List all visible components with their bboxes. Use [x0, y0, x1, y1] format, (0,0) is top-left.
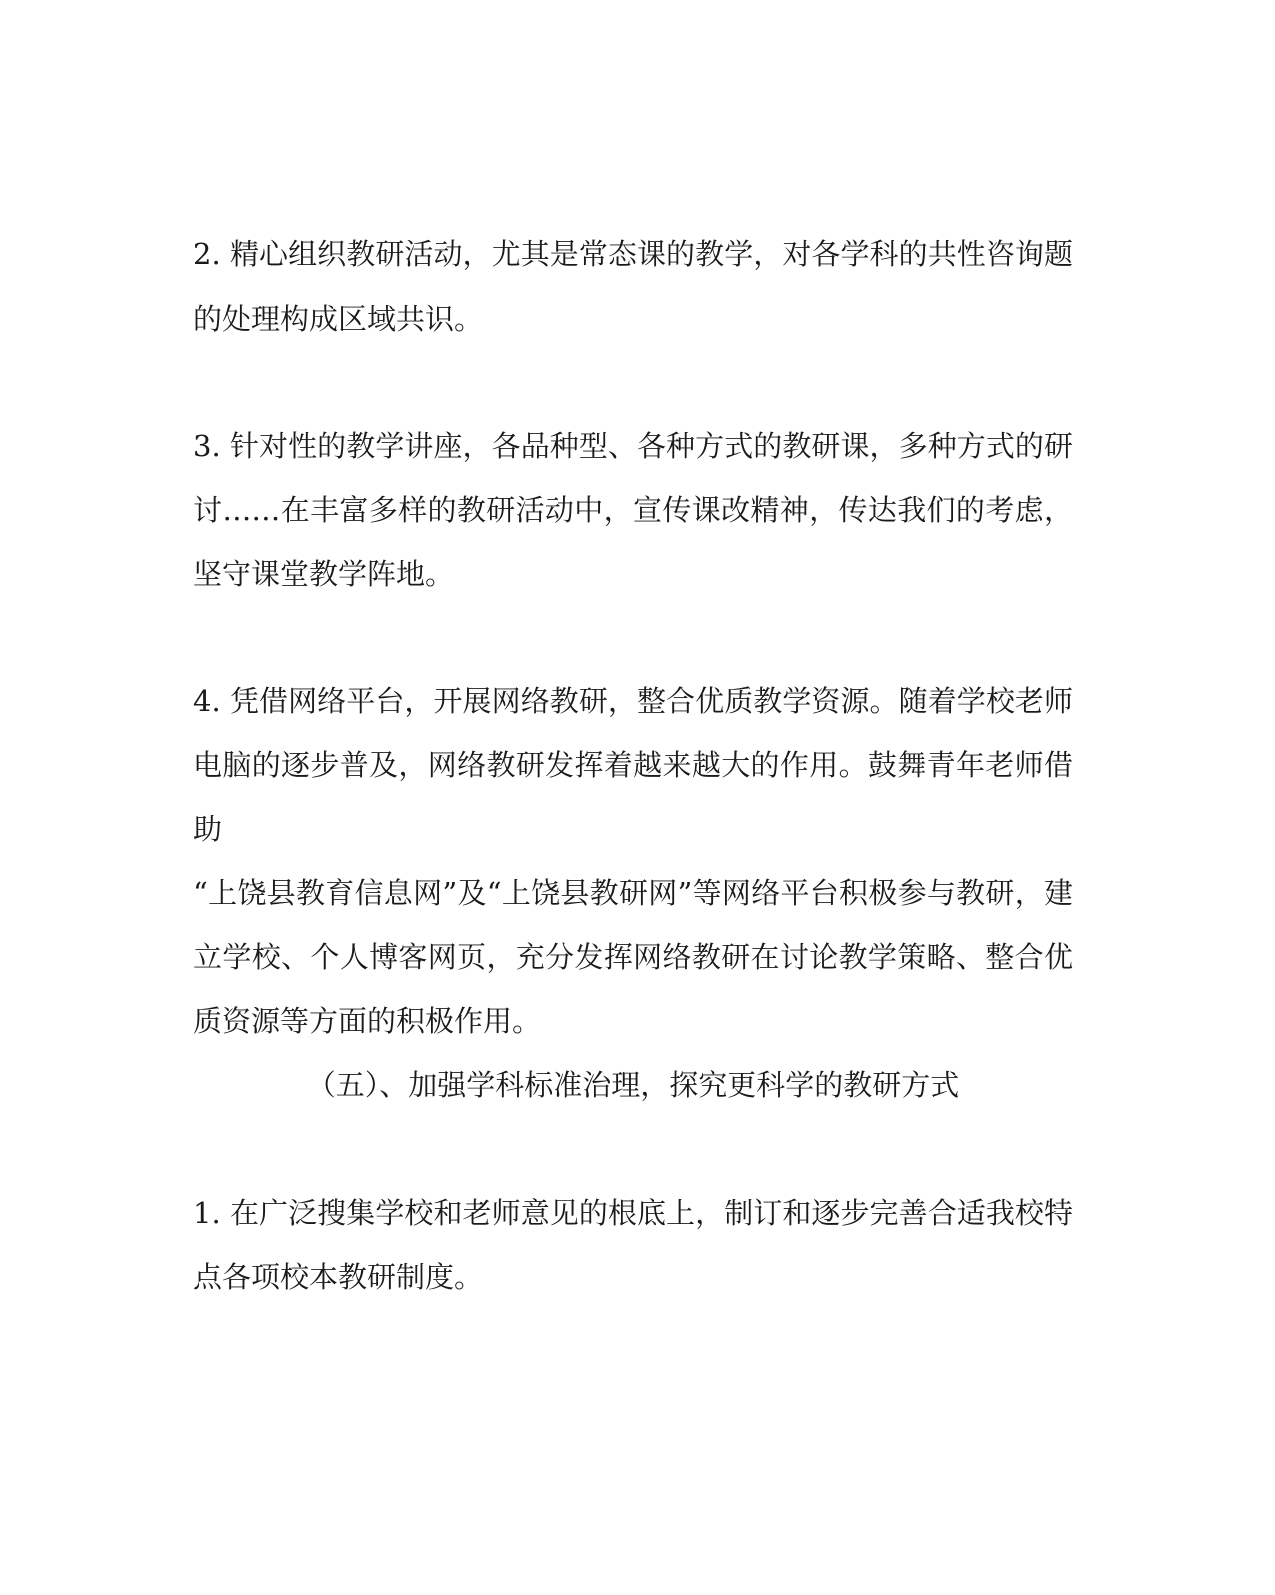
paragraph-3-line-2: 讨……在丰富多样的教研活动中，宣传课改精神，传达我们的考虑， — [193, 493, 1073, 527]
section-heading: （五）、加强学科标准治理，探究更科学的教研方式 — [306, 1068, 960, 1102]
paragraph-4-line-1: 4. 凭借网络平台，开展网络教研，整合优质教学资源。随着学校老师 — [193, 684, 1073, 718]
paragraph-3-line-3: 坚守课堂教学阵地。 — [193, 557, 455, 591]
paragraph-4-line-4: “上饶县教育信息网”及“上饶县教研网”等网络平台积极参与教研，建 — [193, 876, 1073, 910]
paragraph-2-line-2: 的处理构成区域共识。 — [193, 302, 484, 336]
section-5-paragraph-1-line-1: 1. 在广泛搜集学校和老师意见的根底上，制订和逐步完善合适我校特 — [193, 1196, 1073, 1230]
paragraph-4-line-2: 电脑的逐步普及，网络教研发挥着越来越大的作用。鼓舞青年老师借 — [193, 748, 1073, 782]
paragraph-4-line-5: 立学校、个人博客网页，充分发挥网络教研在讨论教学策略、整合优 — [193, 940, 1073, 974]
section-5-paragraph-1-line-2: 点各项校本教研制度。 — [193, 1260, 484, 1294]
paragraph-4-line-3: 助 — [193, 812, 223, 846]
paragraph-4-line-6: 质资源等方面的积极作用。 — [193, 1004, 542, 1038]
paragraph-3-line-1: 3. 针对性的教学讲座，各品种型、各种方式的教研课，多种方式的研 — [193, 429, 1073, 463]
paragraph-2-line-1: 2. 精心组织教研活动，尤其是常态课的教学，对各学科的共性咨询题 — [193, 237, 1073, 271]
